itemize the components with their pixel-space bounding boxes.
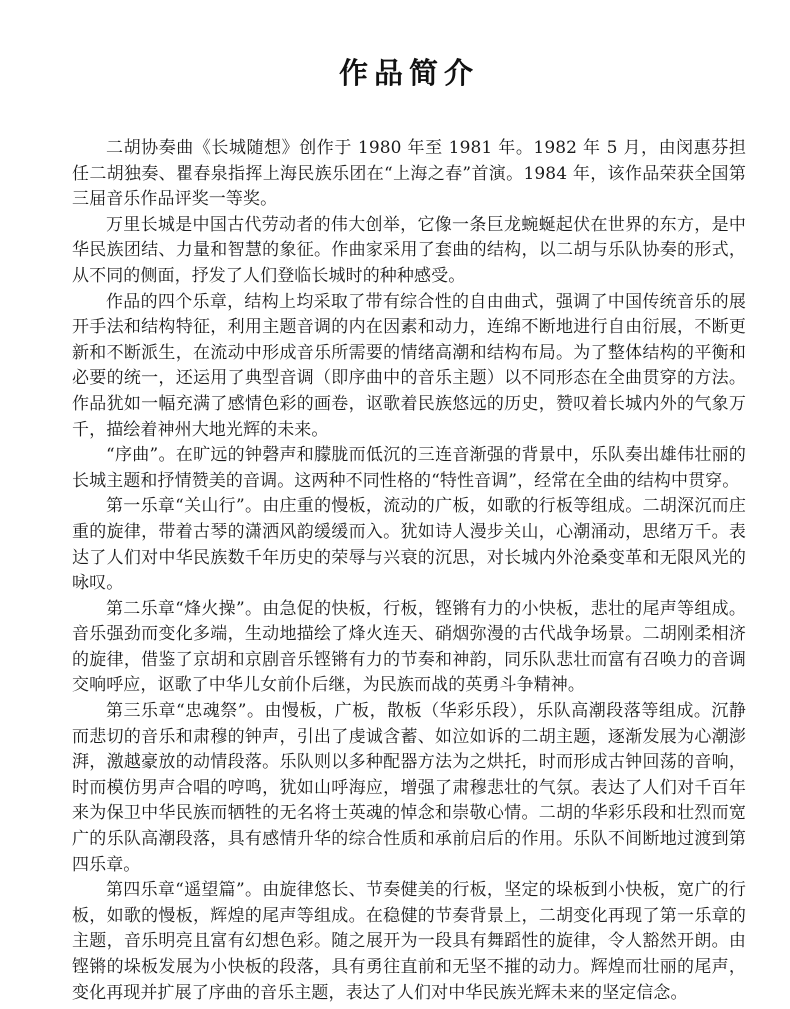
paragraph-overture: “序曲”。在旷远的钟磬声和朦胧而低沉的三连音渐强的背景中，乐队奏出雄伟壮丽的长城主题和抒情赞美的音调。这两种不同性格的“特性音调”，经常在全曲的结构中贯穿。 — [72, 445, 746, 491]
paragraph-movement-3: 第三乐章“忠魂祭”。由慢板，广板，散板（华彩乐段），乐队高潮段落等组成。沉静而悲切的音乐和肃穆的钟声，引出了虔诚含蓄、如泣如诉的二胡主题，逐渐发展为心潮澎湃，激越豪放的动情段落。乐队则以多种配器方法为之烘托，时而形成古钟回荡的音响，时而模仿男声合唱的哼鸣，犹如山呼海应，增强了肃穆悲壮的气氛。表达了人们对千百年来为保卫中华民族而牺牲的无名将士英魂的悼念和崇敬心情。二胡的华彩乐段和壮烈而宽广的乐队高潮段落，具有感情升华的综合性质和承前启后的作用。乐队不间断地过渡到第四乐章。 — [72, 701, 746, 875]
paragraph-movement-2: 第二乐章“烽火操”。由急促的快板，行板，铿锵有力的小快板，悲壮的尾声等组成。音乐强劲而变化多端，生动地描绘了烽火连天、硝烟弥漫的古代战争场景。二胡刚柔相济的旋律，借鉴了京胡和京剧音乐铿锵有力的节奏和神韵，同乐队悲壮而富有召唤力的音调交响呼应，讴歌了中华儿女前仆后继，为民族而战的英勇斗争精神。 — [72, 598, 746, 696]
page-title: 作品简介 — [338, 56, 479, 90]
paragraph-structure: 作品的四个乐章，结构上均采取了带有综合性的自由曲式，强调了中国传统音乐的展开手法和结构特征，利用主题音调的内在因素和动力，连绵不断地进行自由衍展，不断更新和不断派生，在流动中形成音乐所需要的情绪高潮和结构布局。为了整体结构的平衡和必要的统一，还运用了典型音调（即序曲中的音乐主题）以不同形态在全曲贯穿的方法。作品犹如一幅充满了感情色彩的画卷，讴歌着民族悠远的历史，赞叹着长城内外的气象万千，描绘着神州大地光辉的未来。 — [72, 291, 746, 440]
paragraph-intro: 二胡协奏曲《长城随想》创作于 1980 年至 1981 年。1982 年 5 月，由闵惠芬担任二胡独奏、瞿春泉指挥上海民族乐团在“上海之春”首演。1984 年，该作品荣获全国第三届音乐作品评奖一等奖。 — [72, 138, 746, 210]
paragraph-movement-4: 第四乐章“遥望篇”。由旋律悠长、节奏健美的行板，坚定的垛板到小快板，宽广的行板，如歌的慢板，辉煌的尾声等组成。在稳健的节奏背景上，二胡变化再现了第一乐章的主题，音乐明亮且富有幻想色彩。随之展开为一段具有舞蹈性的旋律，令人豁然开朗。由铿锵的垛板发展为小快板的段落，具有勇往直前和无坚不摧的动力。辉煌而壮丽的尾声，变化再现并扩展了序曲的音乐主题，表达了人们对中华民族光辉未来的坚定信念。 — [72, 880, 746, 1003]
document-body — [72, 136, 746, 1006]
paragraph-movement-1: 第一乐章“关山行”。由庄重的慢板，流动的广板，如歌的行板等组成。二胡深沉而庄重的旋律，带着古琴的潇洒风韵缓缓而入。犹如诗人漫步关山，心潮涌动，思绪万千。表达了人们对中华民族数千年历史的荣辱与兴衰的沉思，对长城内外沧桑变革和无限风光的咏叹。 — [72, 496, 746, 594]
paragraph-great-wall: 万里长城是中国古代劳动者的伟大创举，它像一条巨龙蜿蜒起伏在世界的东方，是中华民族团结、力量和智慧的象征。作曲家采用了套曲的结构，以二胡与乐队协奏的形式，从不同的侧面，抒发了人们登临长城时的种种感受。 — [72, 214, 746, 286]
